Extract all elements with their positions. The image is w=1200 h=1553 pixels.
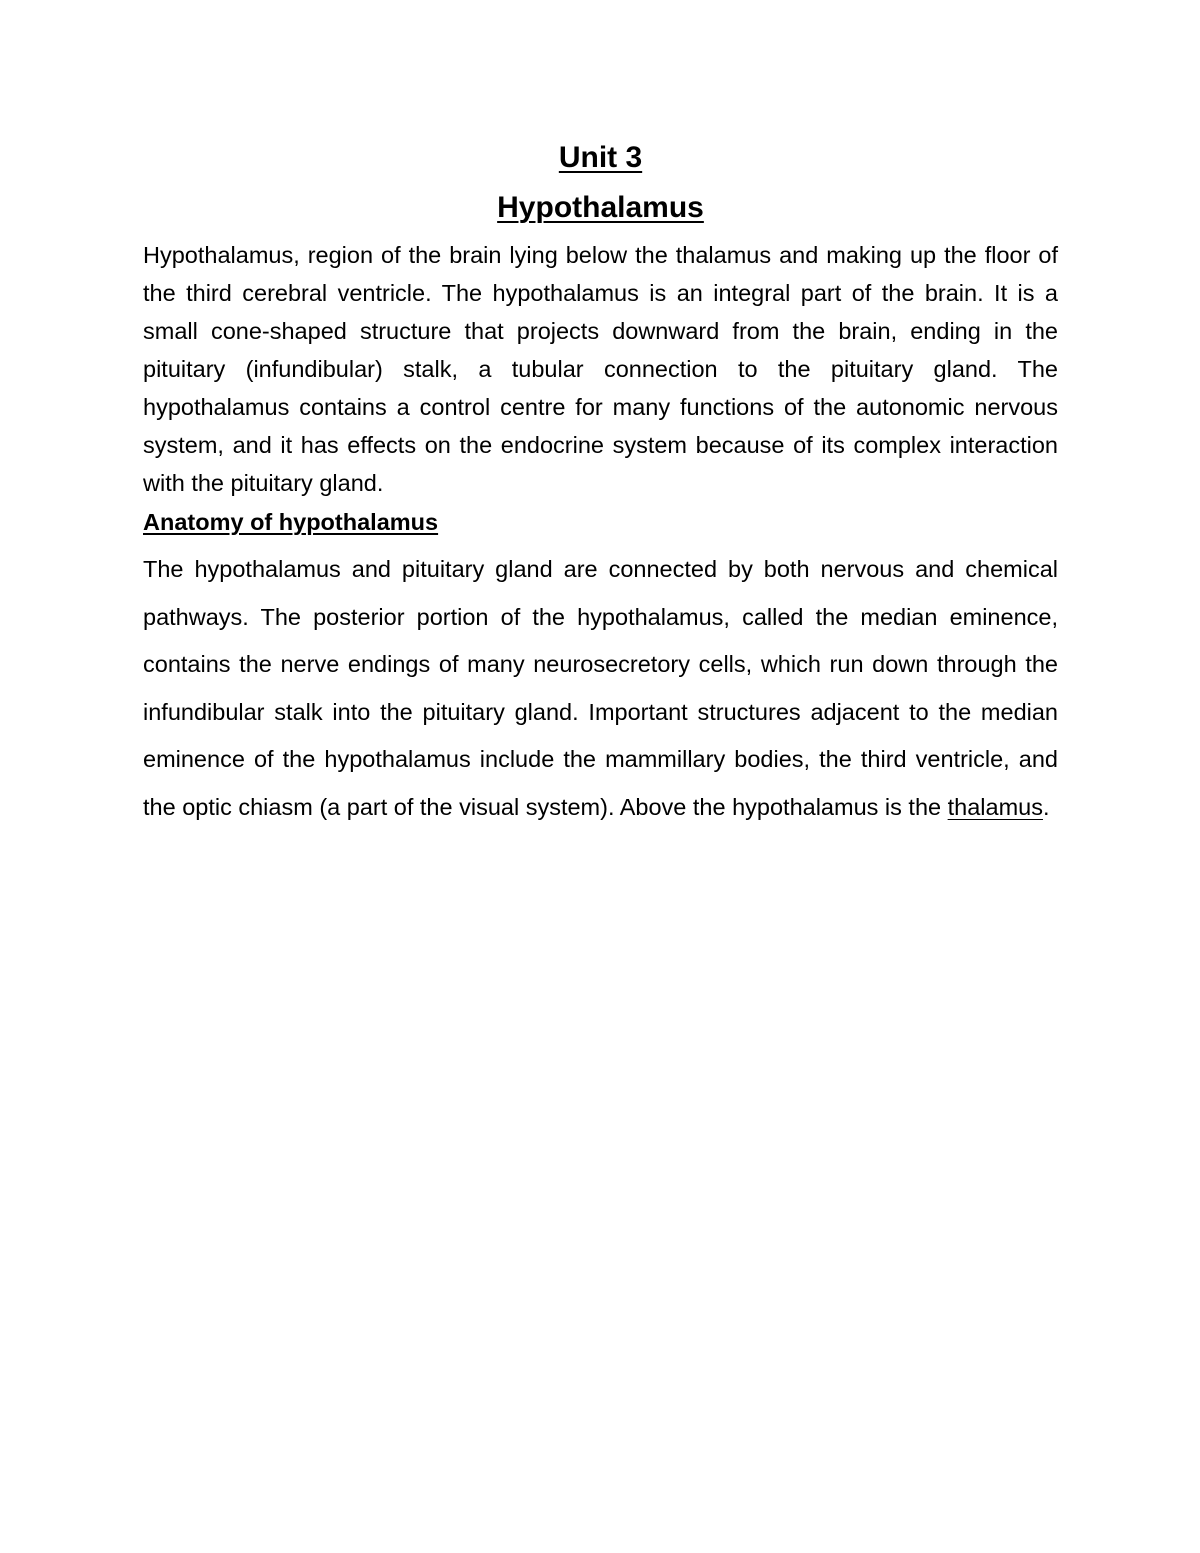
- page-title: Hypothalamus: [497, 191, 704, 224]
- anatomy-paragraph-text: The hypothalamus and pituitary gland are connected by both nervous and chemical pathways. The posterior portion of the hypothalamus, called the median eminence, contains the nerve endings of many neurosecretory cells, which run down through the infundibular stalk into the pituitary gland. Important structures adjacent to the median eminence of the hypothalamus include the mammillary bodies, the third ventricle, and the optic chiasm (a part of the visual system). Above the hypothalamus is the: [143, 556, 1058, 820]
- anatomy-paragraph: [143, 546, 1058, 831]
- unit-title: Unit 3: [558, 141, 643, 174]
- section-heading-anatomy: Anatomy of hypothalamus: [143, 509, 439, 535]
- anatomy-paragraph-end: .: [1042, 793, 1050, 820]
- thalamus-link[interactable]: thalamus: [947, 793, 1043, 820]
- intro-paragraph: Hypothalamus, region of the brain lying below the thalamus and making up the floor of the third cerebral ventricle. The hypothalamus is an integral part of the brain. It is a small cone-shaped structure that projects downward from the brain, ending in the pituitary (infundibular) stalk, a tubular connection to the pituitary gland. The hypothalamus contains a control centre for many functions of the autonomic nervous system, and it has effects on the endocrine system because of its complex interaction with the pituitary gland.: [143, 242, 1058, 496]
- document-page: [143, 140, 1058, 831]
